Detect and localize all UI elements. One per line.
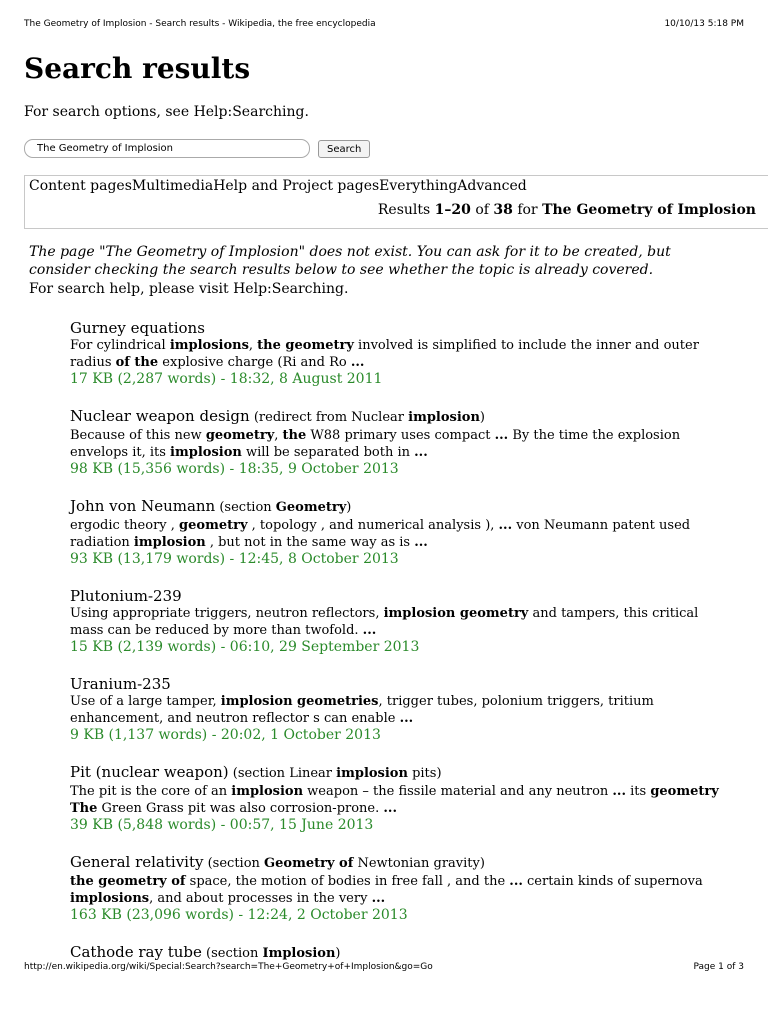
result-section-note [215,500,351,515]
print-header-title: The Geometry of Implosion - Search results - Wikipedia, the free encyclopedia [24,19,376,29]
result-title-link[interactable]: Plutonium-239 [70,587,182,605]
text-segment: ergodic theory , [70,518,180,533]
text-segment: and tampers, this critical mass can be reduced by more than twofold. [70,606,699,638]
result-title-link[interactable]: Nuclear weapon design [70,407,250,425]
print-footer-page: Page 1 of 3 [693,962,744,972]
text-segment: The pit is the core of an [70,784,232,799]
highlighted-term: implosion geometry [383,606,529,621]
results-query: The Geometry of Implosion [542,202,756,218]
text-segment: von Neumann patent used radiation [70,518,691,550]
highlighted-term: implosion [133,535,206,550]
results-info [378,202,756,218]
result-title-link[interactable]: Cathode ray tube [70,943,202,961]
text-segment: weapon – the fissile material and any neutron [303,784,613,799]
text-segment: ) [479,410,485,425]
page-title: Search results [24,52,251,85]
text-segment: explosive charge (Ri and Ro [158,355,351,370]
result-section-note [202,946,341,961]
result-section-note [229,766,442,781]
text-segment: For cylindrical [70,338,170,353]
text-segment: (section [203,856,265,871]
print-header-timestamp: 10/10/13 5:18 PM [664,19,744,29]
result-title-line [70,319,720,337]
highlighted-term: ... [498,518,513,533]
text-segment: certain kinds of supernova [522,874,703,889]
search-help-link[interactable]: For search help, please visit Help:Searching. [29,281,349,297]
text-segment: , [274,428,283,443]
result-snippet [70,427,720,461]
text-segment: will be separated both in [241,445,415,460]
print-footer [24,962,744,976]
search-result [70,853,720,924]
text-segment: (section [201,946,263,961]
search-result [70,675,720,744]
highlighted-term: implosion geometries [220,694,379,709]
text-segment: Newtonian gravity) [353,856,485,871]
result-section-note [203,856,484,871]
tab-everything[interactable]: Everything [379,178,458,194]
result-meta: 163 KB (23,096 words) - 12:24, 2 October 2013 [70,907,408,923]
result-meta: 15 KB (2,139 words) - 06:10, 29 September 2013 [70,639,420,655]
print-header [24,19,744,33]
text-segment: space, the motion of bodies in free fall , and the [185,874,510,889]
results-prefix: Results [377,202,435,218]
highlighted-term: ... [362,623,377,638]
text-segment: ) [346,500,352,515]
highlighted-term: implosions [70,891,150,906]
text-segment: Use of a large tamper, [70,694,221,709]
text-segment: , topology , and numerical analysis ), [247,518,499,533]
highlighted-term: ... [414,445,428,460]
highlighted-term: implosion [408,410,480,425]
result-title-line [70,675,720,693]
highlighted-term: ... [350,355,365,370]
text-segment: W88 primary uses compact [306,428,495,443]
highlighted-term: implosion [170,445,242,460]
highlighted-term: ... [371,891,386,906]
result-meta: 9 KB (1,137 words) - 20:02, 1 October 2013 [70,727,381,743]
highlighted-term: ... [612,784,626,799]
search-options-link[interactable]: For search options, see Help:Searching. [24,104,309,120]
search-input[interactable] [24,139,310,158]
text-segment: (section [215,500,276,515]
highlighted-term: the [282,428,307,443]
tab-help-project-pages[interactable]: Help and Project pages [213,178,380,194]
print-footer-url: http://en.wikipedia.org/wiki/Special:Search?search=The+Geometry+of+Implosion&go=Go [24,962,433,972]
highlighted-term: the geometry [257,338,354,353]
search-result [70,319,720,388]
text-segment: , and about processes in the very [149,891,372,906]
text-segment: , but not in the same way as is [205,535,415,550]
text-segment: (section Linear [228,766,337,781]
highlighted-term: ... [494,428,509,443]
search-tabs-box [24,175,768,229]
highlighted-term: the geometry of [70,874,186,889]
highlighted-term: Geometry [275,500,347,515]
text-segment: pits) [407,766,442,781]
highlighted-term: geometry [179,518,248,533]
result-snippet [70,693,720,727]
result-title-line [70,943,720,963]
results-range: 1–20 [434,202,471,218]
search-result [70,587,720,656]
result-meta: 17 KB (2,287 words) - 18:32, 8 August 2011 [70,371,383,387]
search-tabs [29,178,527,194]
text-segment: (redirect from Nuclear [249,410,409,425]
search-result [70,407,720,478]
tab-advanced[interactable]: Advanced [457,178,527,194]
highlighted-term: of the [115,355,159,370]
text-segment: its [625,784,651,799]
text-segment: Green Grass pit was also corrosion-prone. [97,801,384,816]
highlighted-term: implosion [231,784,304,799]
result-title-link[interactable]: Gurney equations [70,319,205,337]
tab-content-pages[interactable]: Content pages [29,178,132,194]
result-meta: 98 KB (15,356 words) - 18:35, 9 October 2013 [70,461,399,477]
result-section-note [250,410,485,425]
highlighted-term: ... [383,801,397,816]
search-button[interactable]: Search [318,140,370,158]
text-segment: , trigger tubes, polonium triggers, tritium enhancement, and neutron reflector s can enable [70,694,654,726]
search-result [70,943,720,963]
result-title-line [70,853,720,873]
text-segment: involved is simplified to include the inner and outer radius [70,338,699,370]
highlighted-term: ... [414,535,428,550]
highlighted-term: ... [509,874,523,889]
result-title-line [70,497,720,517]
highlighted-term: implosions [169,338,249,353]
result-snippet [70,605,720,639]
text-segment: Using appropriate triggers, neutron reflectors, [70,606,384,621]
result-snippet [70,783,720,817]
search-result [70,497,720,568]
result-meta: 93 KB (13,179 words) - 12:45, 8 October 2013 [70,551,399,567]
result-snippet [70,517,720,551]
result-title-line [70,763,720,783]
result-title-link[interactable]: John von Neumann [70,497,216,515]
result-title-link[interactable]: Uranium-235 [70,675,171,693]
results-of: of [470,202,494,218]
results-total: 38 [493,202,513,218]
highlighted-term: Geometry of [264,856,354,871]
result-snippet [70,873,720,907]
highlighted-term: geometry The [70,784,719,816]
result-title-link[interactable]: Pit (nuclear weapon) [70,763,229,781]
result-snippet [70,337,720,371]
page-not-exist-notice: The page "The Geometry of Implosion" does not exist. You can ask for it to be created, but consider checking the search results below to see whether the topic is already covered. [29,244,671,278]
text-segment: , [248,338,258,353]
result-meta: 39 KB (5,848 words) - 00:57, 15 June 2013 [70,817,374,833]
text-segment: ) [335,946,341,961]
highlighted-term: implosion [336,766,408,781]
text-segment: Because of this new [70,428,206,443]
tab-multimedia[interactable]: Multimedia [131,178,214,194]
highlighted-term: geometry [205,428,275,443]
text-segment: By the time the explosion envelops it, its [70,428,681,460]
search-result [70,763,720,834]
highlighted-term: Implosion [262,946,336,961]
result-title-line [70,407,720,427]
result-title-link[interactable]: General relativity [70,853,204,871]
highlighted-term: ... [399,711,414,726]
results-for: for [512,202,543,218]
search-results-list [70,319,720,982]
result-title-line [70,587,720,605]
